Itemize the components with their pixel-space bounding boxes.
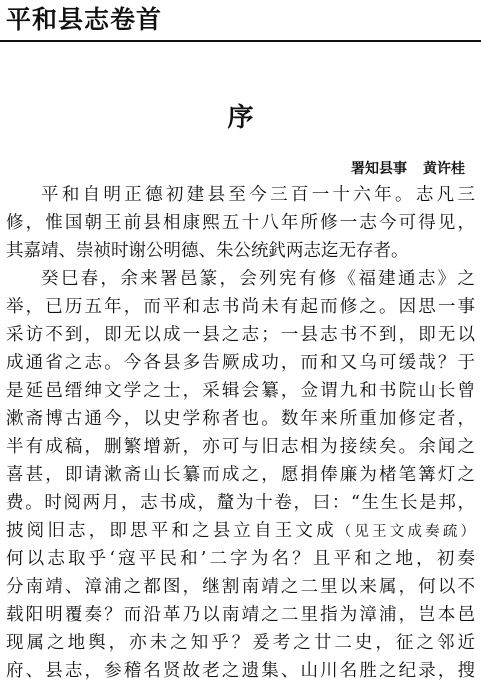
header-divider xyxy=(0,40,481,42)
text-segment: 披阅旧志，即思平和之县立自王文成 xyxy=(6,521,337,541)
text-line: 举，已历五年，而平和志书尚未有起而修之。因思一事 xyxy=(6,297,475,317)
running-header: 平和县志卷首 xyxy=(6,5,163,34)
text-line: 何以志取乎‘寇平民和’二字为名？且平和之地，初奏 xyxy=(6,549,475,569)
text-line: 是延邑缙绅文学之士，采辑会纂，佥谓九和书院山长曾 xyxy=(6,381,475,401)
text-line: 修，惟国朝王前县相康熙五十八年所修一志今可得见， xyxy=(6,213,475,233)
inline-note: （见王文成奏疏） xyxy=(336,524,475,540)
text-line: 成通省之志。今各县多告厥成功，而和又乌可缓哉？于 xyxy=(6,353,475,373)
text-line: 其嘉靖、崇祯时谢公明德、朱公统釴两志迄无存者。 xyxy=(6,241,409,261)
text-line: 现属之地舆，亦未之知乎？爰考之廿二史，征之邻近 xyxy=(6,633,475,653)
preface-body xyxy=(6,181,475,685)
author-role: 署知县事 xyxy=(351,161,407,177)
text-line: 分南靖、漳浦之都图，继割南靖之二里以来属，何以不 xyxy=(6,577,475,597)
author-line xyxy=(351,160,465,178)
text-line: 载阳明覆奏？而沿革乃以南靖之二里指为漳浦，岂本邑 xyxy=(6,605,475,625)
text-line: 漱斋博古通今，以史学称者也。数年来所重加修定者， xyxy=(6,409,475,429)
text-line xyxy=(6,517,475,545)
text-line: 喜甚，即请漱斋山长纂而成之，愿捐俸廉为楮笔篝灯之 xyxy=(6,465,475,485)
text-line: 半有成稿，删繁增新，亦可与旧志相为接续矣。余闻之 xyxy=(6,437,475,457)
text-line: 费。时阅两月，志书成，釐为十卷，曰：“生生长是邦， xyxy=(6,493,475,513)
text-line: 府、县志，参稽名贤故老之遗集、山川名胜之纪录，搜 xyxy=(6,661,475,681)
text-line: 采访不到，即无以成一县之志；一县志书不到，即无以 xyxy=(6,325,475,345)
author-name: 黄许桂 xyxy=(423,161,465,177)
text-line: 癸巳春，余来署邑篆，会列宪有修《福建通志》之 xyxy=(41,269,475,289)
section-title: 序 xyxy=(227,103,254,133)
text-line: 平和自明正德初建县至今三百一十六年。志凡三 xyxy=(41,185,475,205)
